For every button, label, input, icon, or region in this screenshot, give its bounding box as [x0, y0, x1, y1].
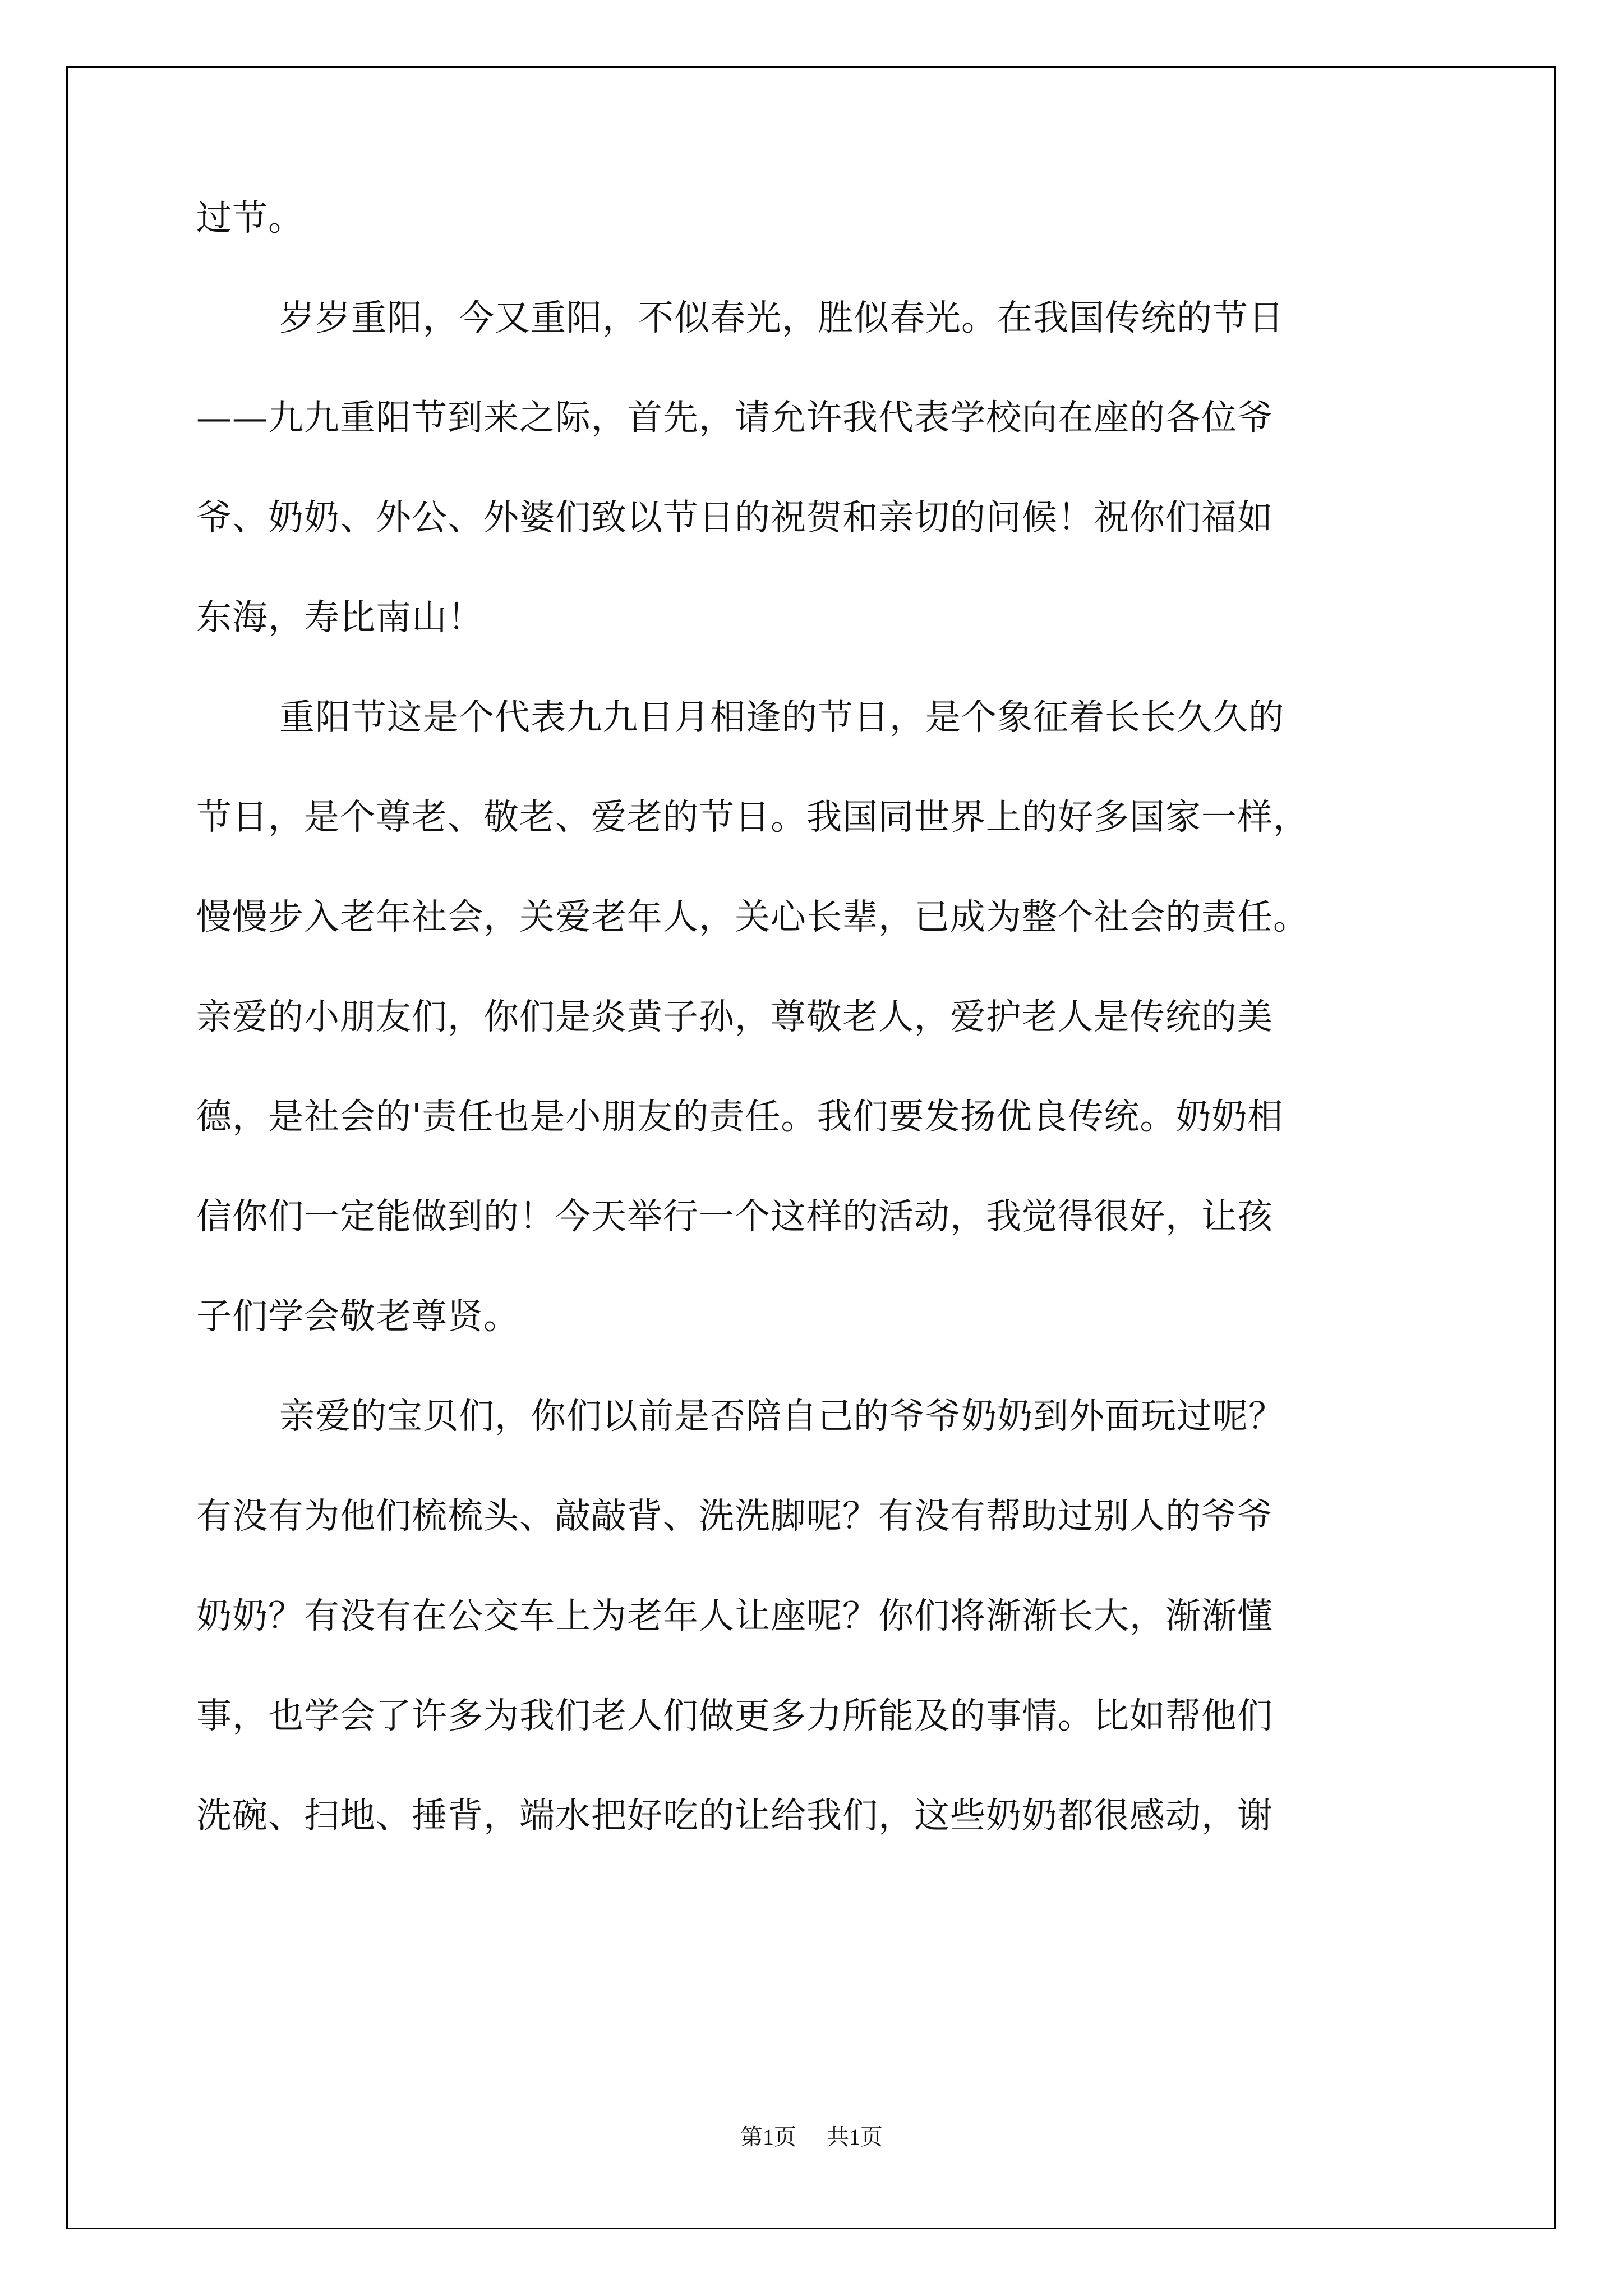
text-line: 节日，是个尊老、敬老、爱老的节日。我国同世界上的好多国家一样， [196, 797, 1309, 838]
document-body [196, 168, 1430, 1866]
text-line: 亲爱的小朋友们，你们是炎黄子孙，尊敬老人，爱护老人是传统的美 [196, 996, 1273, 1037]
text-line: 有没有为他们梳梳头、敲敲背、洗洗脚呢？有没有帮助过别人的爷爷 [196, 1496, 1273, 1536]
page-number-current: 第1页 [740, 2124, 796, 2150]
text-line: 奶奶？有没有在公交车上为老年人让座呢？你们将渐渐长大，渐渐懂 [196, 1595, 1273, 1636]
text-line: ——九九重阳节到来之际，首先，请允许我代表学校向在座的各位爷 [196, 397, 1273, 438]
text-line: 子们学会敬老尊贤。 [196, 1296, 519, 1337]
text-line: 东海，寿比南山！ [196, 597, 483, 638]
text-line: 岁岁重阳，今又重阳，不似春光，胜似春光。在我国传统的节日 [279, 297, 1284, 338]
text-line: 过节。 [196, 197, 304, 238]
text-line: 爷、奶奶、外公、外婆们致以节日的祝贺和亲切的问候！祝你们福如 [196, 497, 1273, 538]
text-line: 信你们一定能做到的！今天举行一个这样的活动，我觉得很好，让孩 [196, 1196, 1273, 1237]
text-line: 亲爱的宝贝们，你们以前是否陪自己的爷爷奶奶到外面玩过呢？ [279, 1396, 1284, 1437]
text-line: 洗碗、扫地、捶背，端水把好吃的让给我们，这些奶奶都很感动，谢 [196, 1795, 1273, 1836]
page-number-total: 共1页 [827, 2124, 883, 2150]
text-line: 重阳节这是个代表九九日月相逢的节日，是个象征着长长久久的 [279, 697, 1284, 738]
page-footer [0, 2122, 1623, 2153]
text-line: 慢慢步入老年社会，关爱老年人，关心长辈，已成为整个社会的责任。 [196, 896, 1309, 937]
text-line: 德，是社会的'责任也是小朋友的责任。我们要发扬优良传统。奶奶相 [196, 1096, 1284, 1137]
text-line: 事，也学会了许多为我们老人们做更多力所能及的事情。比如帮他们 [196, 1695, 1273, 1736]
